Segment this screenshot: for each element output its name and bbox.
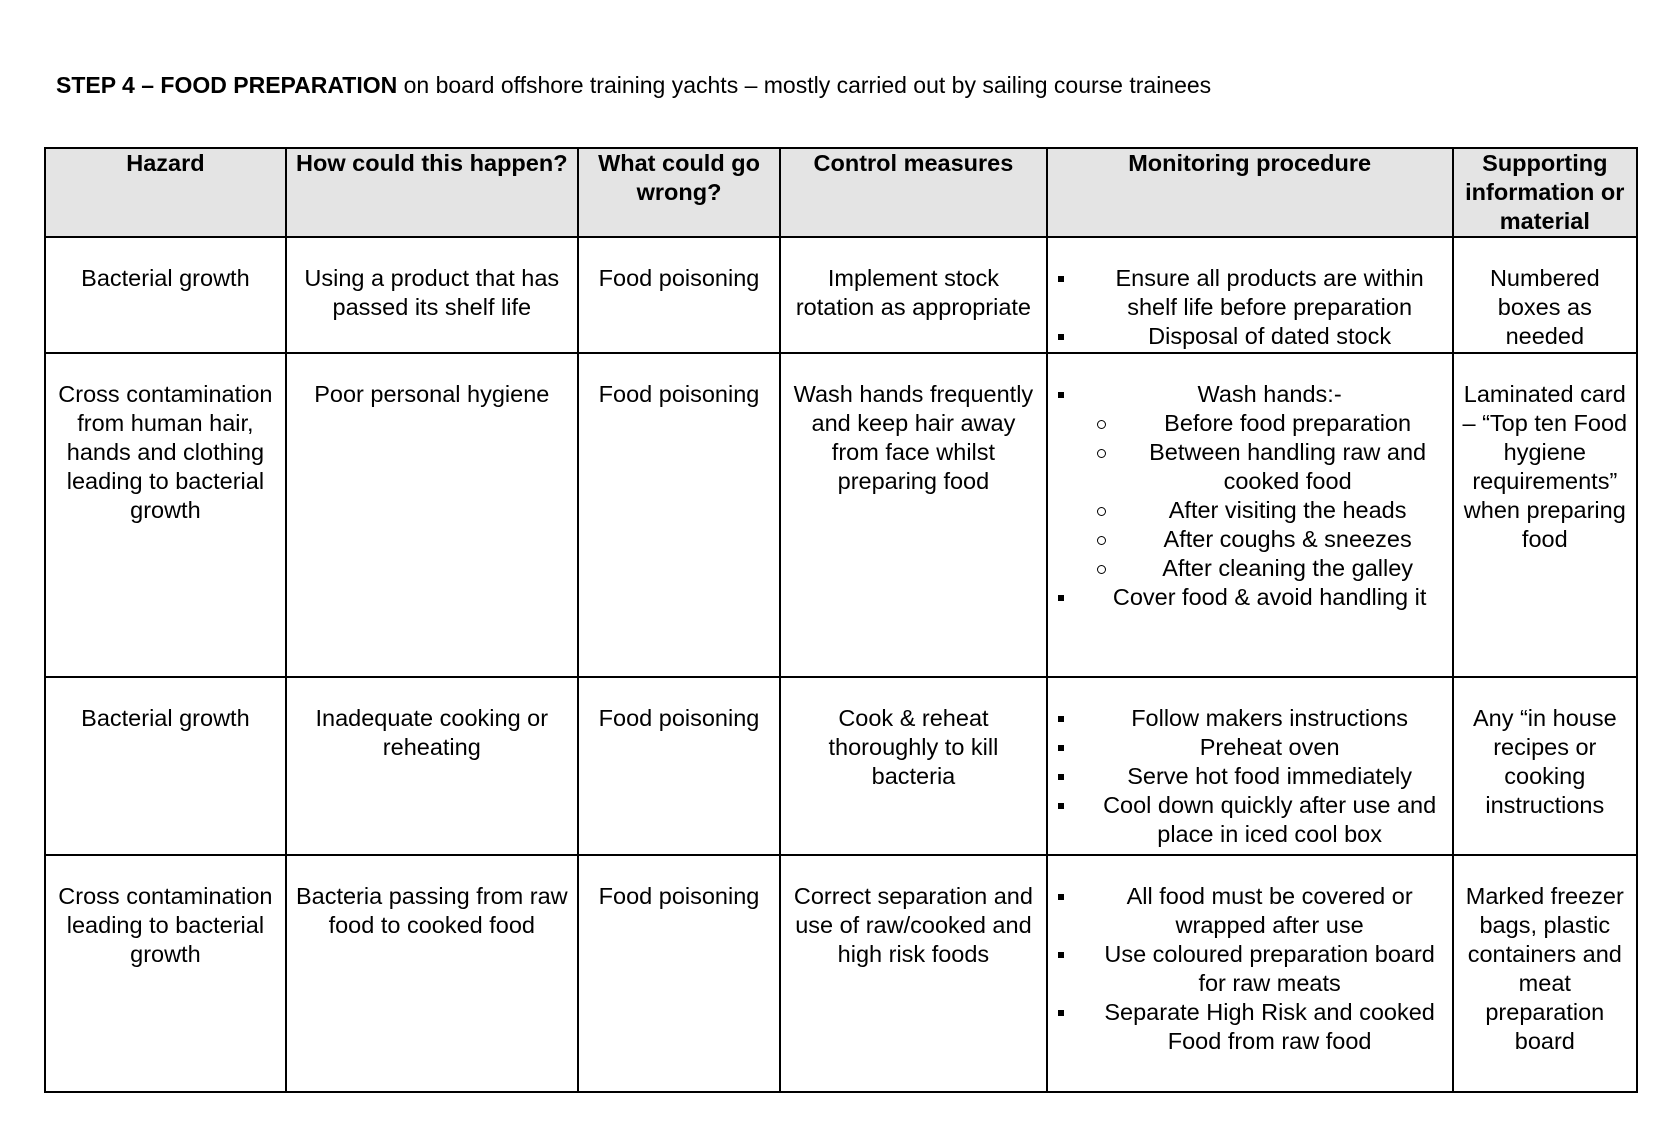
cell-hazard: Cross contamination leading to bacterial growth xyxy=(45,855,286,1092)
cell-support: Laminated card – “Top ten Food hygiene requirements” when preparing food xyxy=(1453,353,1637,677)
monitoring-subitem: After cleaning the galley xyxy=(1094,554,1446,583)
cell-hazard: Bacterial growth xyxy=(45,237,286,353)
monitoring-sublist xyxy=(1054,409,1446,583)
monitoring-item: Cover food & avoid handling it xyxy=(1054,583,1446,612)
monitoring-subitem: After visiting the heads xyxy=(1094,496,1446,525)
cell-control: Wash hands frequently and keep hair away from face whilst preparing food xyxy=(780,353,1046,677)
header-wrong: What could go wrong? xyxy=(578,148,780,237)
monitoring-item: Use coloured preparation board for raw meats xyxy=(1054,940,1446,998)
monitoring-subitem: Between handling raw and cooked food xyxy=(1094,438,1446,496)
monitoring-item: Cool down quickly after use and place in iced cool box xyxy=(1054,791,1446,849)
heading-rest: on board offshore training yachts – mostly carried out by sailing course trainees xyxy=(397,72,1212,98)
monitoring-item: Disposal of dated stock xyxy=(1054,322,1446,351)
monitoring-list xyxy=(1054,583,1446,612)
cell-support: Marked freezer bags, plastic containers and meat preparation board xyxy=(1453,855,1637,1092)
cell-monitoring xyxy=(1047,353,1453,677)
monitoring-item: Serve hot food immediately xyxy=(1054,762,1446,791)
monitoring-item: Ensure all products are within shelf life before preparation xyxy=(1054,264,1446,322)
monitoring-list xyxy=(1054,882,1446,1056)
monitoring-item: Separate High Risk and cooked Food from raw food xyxy=(1054,998,1446,1056)
cell-wrong: Food poisoning xyxy=(578,237,780,353)
cell-monitoring xyxy=(1047,237,1453,353)
cell-monitoring xyxy=(1047,855,1453,1092)
monitoring-list xyxy=(1054,380,1446,409)
cell-how: Poor personal hygiene xyxy=(286,353,578,677)
cell-control: Correct separation and use of raw/cooked and high risk foods xyxy=(780,855,1046,1092)
cell-how: Using a product that has passed its shelf life xyxy=(286,237,578,353)
monitoring-item: Preheat oven xyxy=(1054,733,1446,762)
table-row xyxy=(45,353,1637,677)
cell-hazard: Bacterial growth xyxy=(45,677,286,855)
cell-wrong: Food poisoning xyxy=(578,677,780,855)
food-preparation-table xyxy=(44,147,1638,1093)
cell-hazard: Cross contamination from human hair, hands and clothing leading to bacterial growth xyxy=(45,353,286,677)
cell-wrong: Food poisoning xyxy=(578,855,780,1092)
cell-control: Cook & reheat thoroughly to kill bacteria xyxy=(780,677,1046,855)
table-row xyxy=(45,855,1637,1092)
table-row xyxy=(45,237,1637,353)
cell-how: Inadequate cooking or reheating xyxy=(286,677,578,855)
cell-control: Implement stock rotation as appropriate xyxy=(780,237,1046,353)
monitoring-item: All food must be covered or wrapped after use xyxy=(1054,882,1446,940)
cell-how: Bacteria passing from raw food to cooked food xyxy=(286,855,578,1092)
cell-support: Any “in house recipes or cooking instructions xyxy=(1453,677,1637,855)
cell-monitoring xyxy=(1047,677,1453,855)
table-row xyxy=(45,677,1637,855)
monitoring-list xyxy=(1054,264,1446,351)
monitoring-item: Follow makers instructions xyxy=(1054,704,1446,733)
cell-wrong: Food poisoning xyxy=(578,353,780,677)
header-control: Control measures xyxy=(780,148,1046,237)
monitoring-item: Wash hands:- xyxy=(1054,380,1446,409)
cell-support: Numbered boxes as needed xyxy=(1453,237,1637,353)
header-monitoring: Monitoring procedure xyxy=(1047,148,1453,237)
header-support: Supporting information or material xyxy=(1453,148,1637,237)
monitoring-subitem: After coughs & sneezes xyxy=(1094,525,1446,554)
header-hazard: Hazard xyxy=(45,148,286,237)
header-how: How could this happen? xyxy=(286,148,578,237)
monitoring-list xyxy=(1054,704,1446,849)
heading-bold: STEP 4 – FOOD PREPARATION xyxy=(56,72,398,98)
page-heading xyxy=(56,70,1211,100)
header-row xyxy=(45,148,1637,237)
monitoring-subitem: Before food preparation xyxy=(1094,409,1446,438)
